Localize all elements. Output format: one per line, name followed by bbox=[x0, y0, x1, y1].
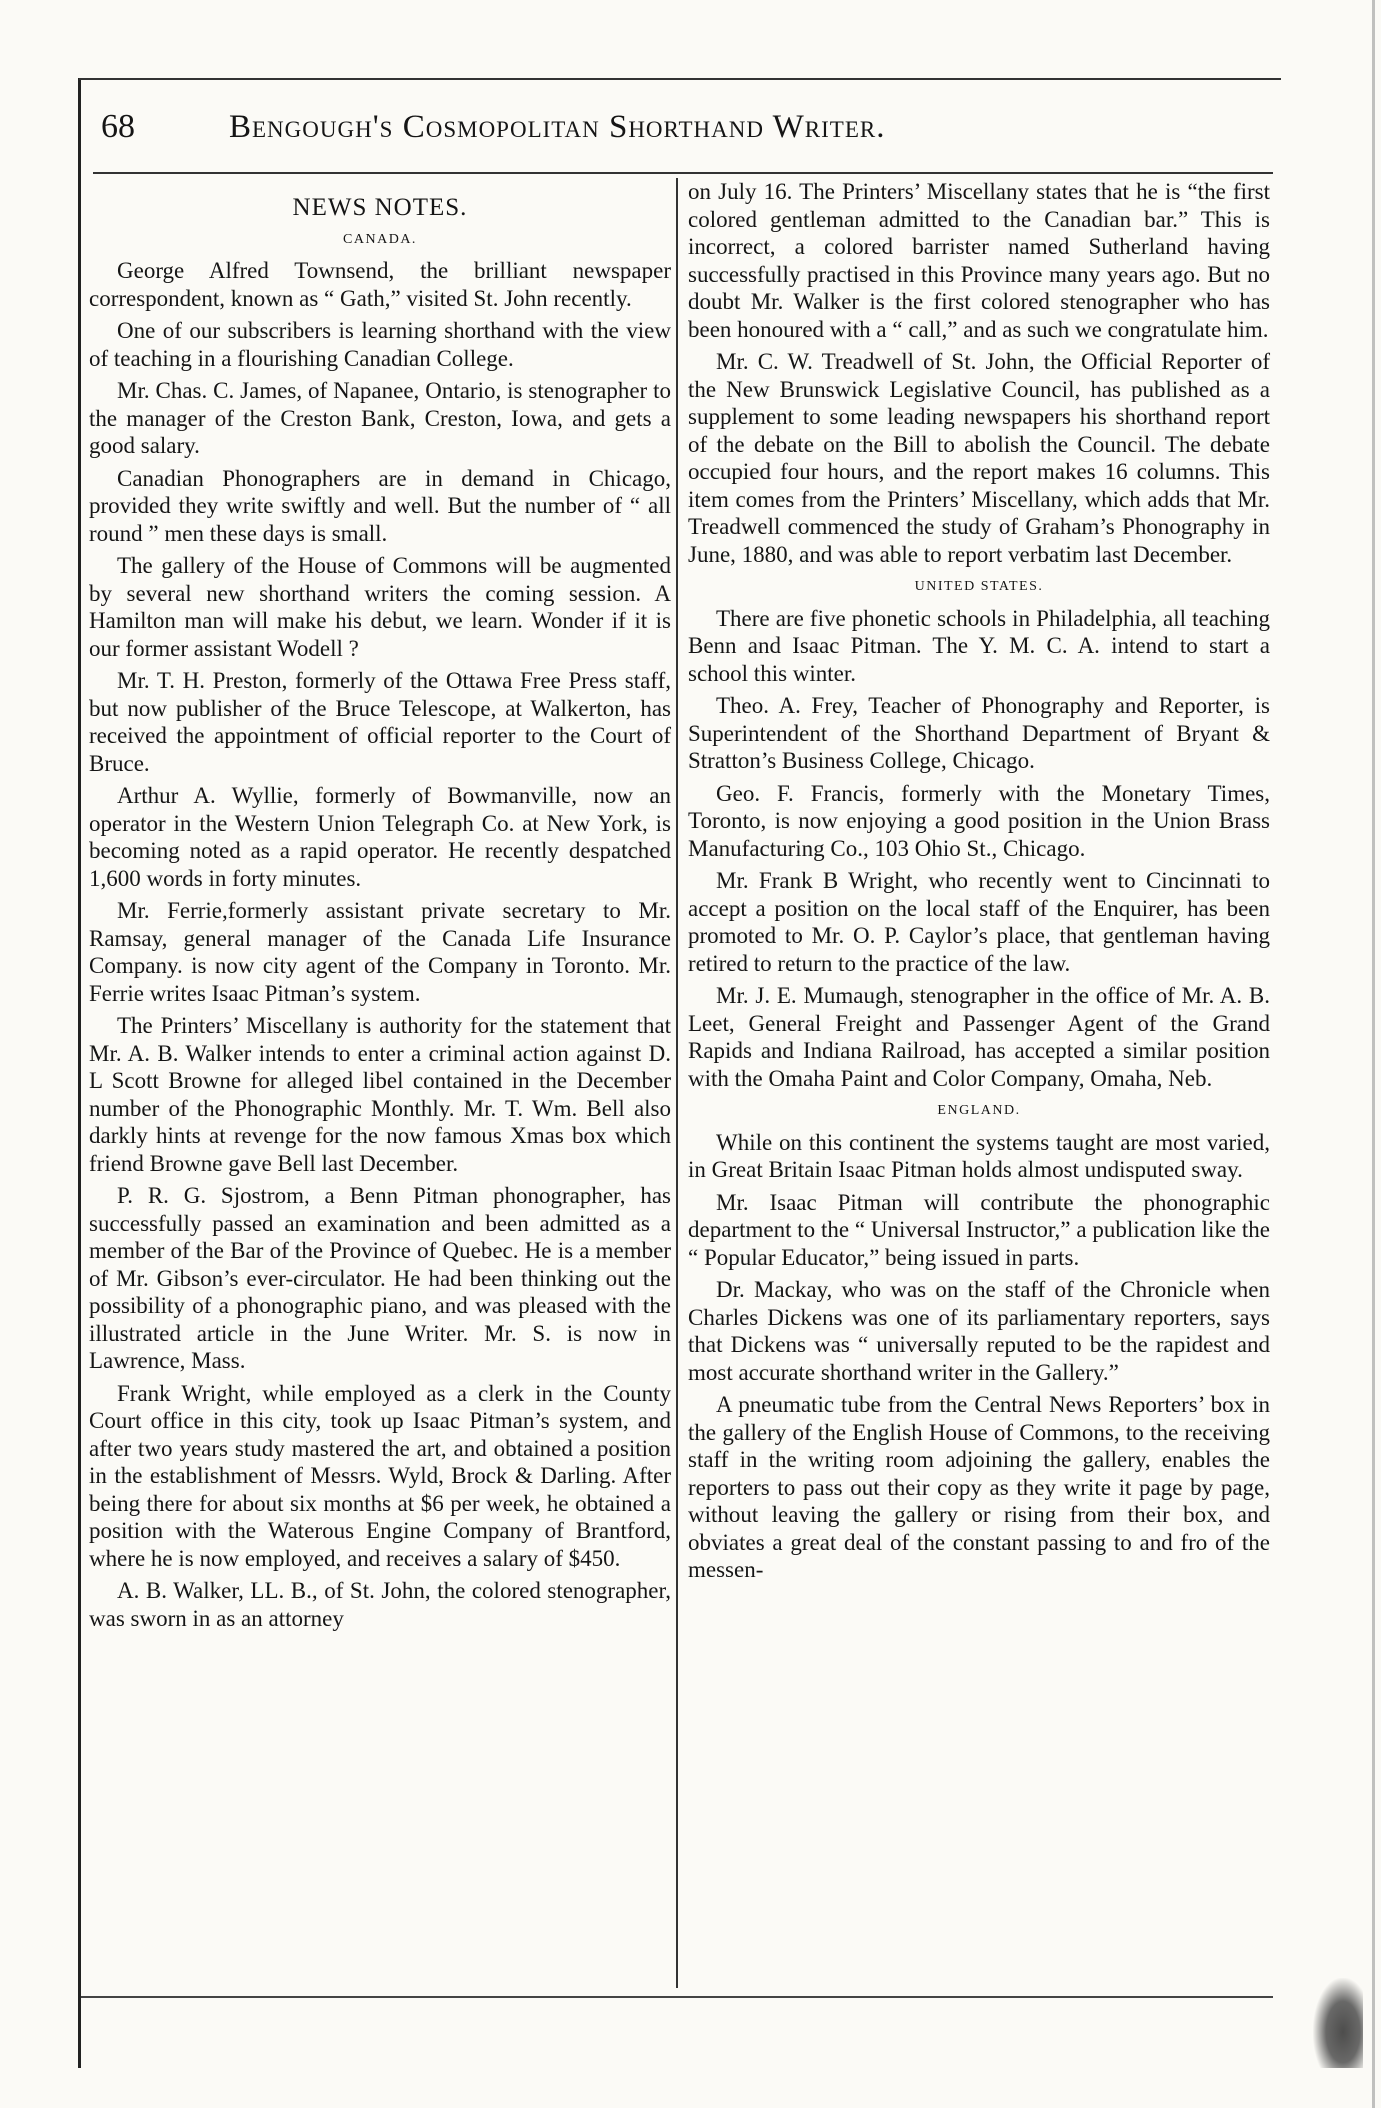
news-paragraph: A pneumatic tube from the Central News Reporters’ box in the gallery of the English House of Commons, to the receiving staff in the writing room adjoining the gallery, enables the reporters to pass out their copy as they write it page by page, without leaving the gallery or rising from their box, and obviates a great deal of the constant passing to and fro of the messen- bbox=[688, 1392, 1270, 1582]
news-paragraph: Mr. Isaac Pitman will contribute the phonographic department to the “ Universal Instructor,” a publication like the “ Popular Educator,” being issued in parts. bbox=[688, 1189, 1270, 1270]
news-paragraph: Canadian Phonographers are in demand in Chicago, provided they write swiftly and well. But the number of “ all round ” men these days is small. bbox=[89, 465, 671, 546]
news-paragraph: There are five phonetic schools in Philadelphia, all teaching Benn and Isaac Pitman. The Y. M. C. A. intend to start a school this winter. bbox=[688, 605, 1270, 686]
news-paragraph: The Printers’ Miscellany is authority for the statement that Mr. A. B. Walker intends to enter a criminal action against D. L Scott Browne for alleged libel contained in the December number of the Phonographic Monthly. Mr. T. Wm. Bell also darkly hints at revenge for the now famous Xmas box which friend Browne gave Bell last December. bbox=[89, 1013, 671, 1176]
header-rule bbox=[93, 172, 1273, 174]
magazine-page bbox=[78, 78, 1281, 2068]
column-divider bbox=[676, 178, 678, 1988]
ink-blot bbox=[1313, 1978, 1363, 2068]
news-paragraph: While on this continent the systems taught are most varied, in Great Britain Isaac Pitman holds almost undisputed sway. bbox=[688, 1129, 1270, 1182]
news-paragraph: Mr. Frank B Wright, who recently went to Cincinnati to accept a position on the local staff of the Enquirer, has been promoted to Mr. O. P. Caylor’s place, that gentleman having retired to return to the practice of the law. bbox=[688, 868, 1270, 976]
news-paragraph: A. B. Walker, LL. B., of St. John, the colored stenographer, was sworn in as an attorney bbox=[89, 1578, 671, 1631]
bottom-rule bbox=[81, 1996, 1273, 1998]
running-head: Bengough's Cosmopolitan Shorthand Writer. bbox=[229, 109, 886, 145]
subhead-england: ENGLAND. bbox=[937, 1103, 1021, 1118]
page-number: 68 bbox=[101, 108, 135, 145]
news-paragraph: Geo. F. Francis, formerly with the Monetary Times, Toronto, is now enjoying a good position in the Union Brass Manufacturing Co., 103 Ohio St., Chicago. bbox=[688, 780, 1270, 861]
news-paragraph: Mr. Chas. C. James, of Napanee, Ontario, is stenographer to the manager of the Creston Bank, Creston, Iowa, and gets a good salary. bbox=[89, 378, 671, 458]
left-column bbox=[89, 178, 671, 1637]
news-paragraph: P. R. G. Sjostrom, a Benn Pitman phonographer, has successfully passed an examination and been admitted as a member of the Bar of the Province of Quebec. He is a member of Mr. Gibson’s ever-circulator. He had been thinking out the possibility of a phonographic piano, and was pleased with the illustrated article in the June Writer. Mr. S. is now in Lawrence, Mass. bbox=[89, 1183, 671, 1373]
subhead-united-states: UNITED STATES. bbox=[914, 579, 1044, 594]
news-paragraph: One of our subscribers is learning shorthand with the view of teaching in a flourishing Canadian College. bbox=[89, 318, 671, 371]
page-edge-shadow bbox=[1372, 0, 1375, 2108]
section-title: NEWS NOTES. bbox=[292, 194, 468, 221]
news-paragraph: Theo. A. Frey, Teacher of Phonography and Reporter, is Superintendent of the Shorthand Department of Bryant & Stratton’s Business College, Chicago. bbox=[688, 693, 1270, 773]
news-paragraph: Arthur A. Wyllie, formerly of Bowmanville, now an operator in the Western Union Telegraph Co. at New York, is becoming noted as a rapid operator. He recently despatched 1,600 words in forty minutes. bbox=[89, 783, 671, 891]
news-paragraph: The gallery of the House of Commons will be augmented by several new shorthand writers the coming session. A Hamilton man will make his debut, we learn. Wonder if it is our former assistant Wodell ? bbox=[89, 553, 671, 661]
news-paragraph: Frank Wright, while employed as a clerk in the County Court office in this city, took up Isaac Pitman’s system, and after two years study mastered the art, and obtained a position in the establishment of Messrs. Wyld, Brock & Darling. After being there for about six months at $6 per week, he obtained a position with the Waterous Engine Company of Brantford, where he is now employed, and receives a salary of $450. bbox=[89, 1380, 671, 1571]
right-column bbox=[688, 178, 1270, 1589]
news-paragraph: Mr. J. E. Mumaugh, stenographer in the office of Mr. A. B. Leet, General Freight and Passenger Agent of the Grand Rapids and Indiana Railroad, has accepted a similar position with the Omaha Paint and Color Company, Omaha, Neb. bbox=[688, 983, 1270, 1091]
page-header bbox=[101, 108, 1271, 168]
news-paragraph: on July 16. The Printers’ Miscellany states that he is “the first colored gentleman admitted to the Canadian bar.” This is incorrect, a colored barrister named Sutherland having successfully practised in this Province many years ago. But no doubt Mr. Walker is the first colored stenographer who has been honoured with a “ call,” and as such we congratulate him. bbox=[688, 179, 1270, 342]
news-paragraph: Mr. T. H. Preston, formerly of the Ottawa Free Press staff, but now publisher of the Bruce Telescope, at Walkerton, has received the appointment of official reporter to the Court of Bruce. bbox=[89, 668, 671, 776]
news-paragraph: Mr. Ferrie,formerly assistant private secretary to Mr. Ramsay, general manager of the Canada Life Insurance Company. is now city agent of the Company in Toronto. Mr. Ferrie writes Isaac Pitman’s system. bbox=[89, 898, 671, 1006]
subhead-canada: CANADA. bbox=[343, 231, 417, 247]
news-paragraph: George Alfred Townsend, the brilliant newspaper correspondent, known as “ Gath,” visited St. John recently. bbox=[89, 258, 671, 311]
news-paragraph: Mr. C. W. Treadwell of St. John, the Official Reporter of the New Brunswick Legislative Council, has published as a supplement to some leading newspapers his shorthand report of the debate on the Bill to abolish the Council. The debate occupied four hours, and the report makes 16 columns. This item comes from the Printers’ Miscellany, which adds that Mr. Treadwell commenced the study of Graham’s Phonography in June, 1880, and was able to report verbatim last December. bbox=[688, 349, 1270, 567]
news-paragraph: Dr. Mackay, who was on the staff of the Chronicle when Charles Dickens was one of its parliamentary reporters, says that Dickens was “ universally reputed to be the rapidest and most accurate shorthand writer in the Gallery.” bbox=[688, 1277, 1270, 1385]
